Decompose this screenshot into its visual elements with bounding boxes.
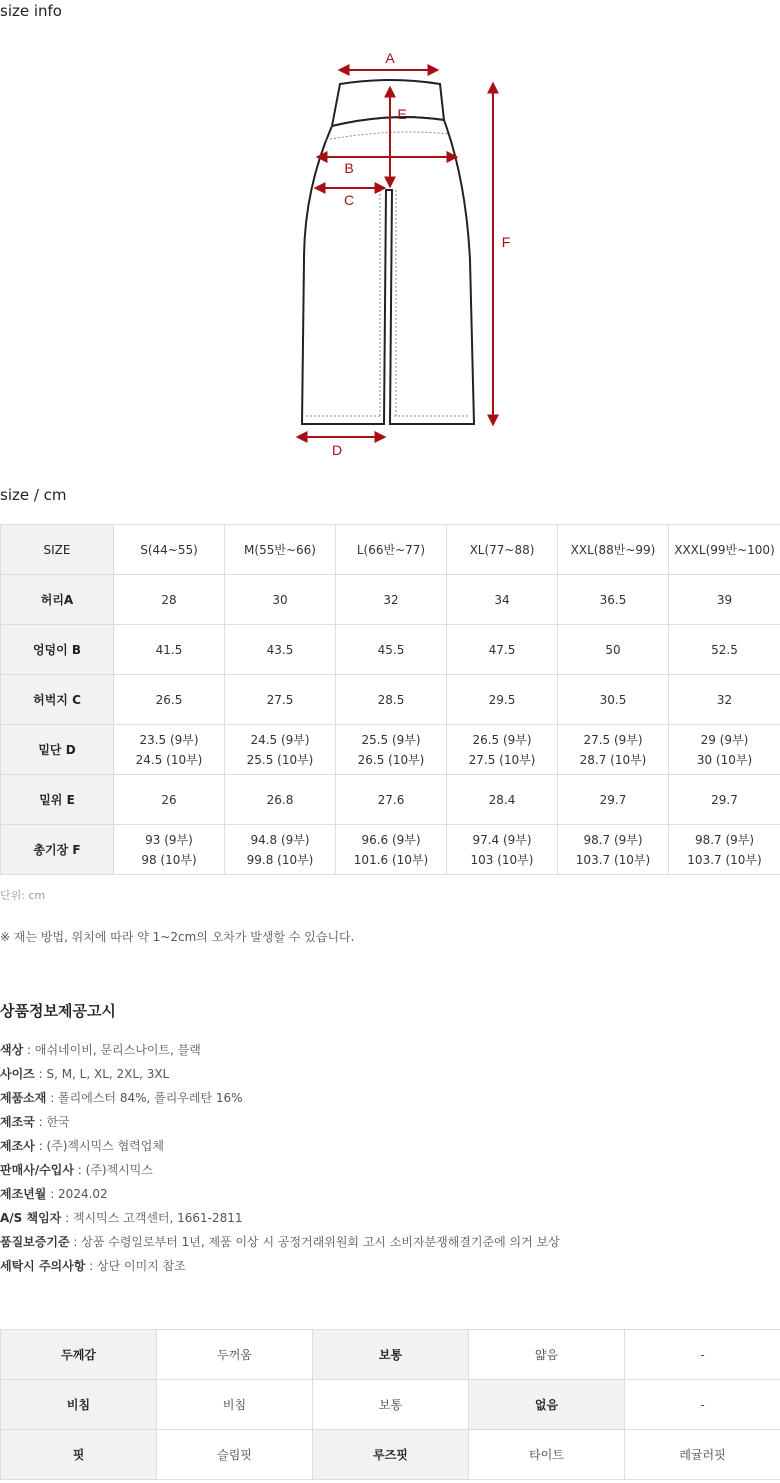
list-item <box>0 1160 560 1184</box>
label-e: E <box>397 106 407 122</box>
attribute-option: - <box>625 1330 780 1380</box>
table-row <box>1 575 780 625</box>
size-cell-line: 26 <box>161 792 177 807</box>
size-cell-line: 103.7 (10부) <box>575 852 651 867</box>
size-column-header: XXXL(99반~100) <box>669 525 780 575</box>
size-cell <box>669 575 780 625</box>
info-value: : S, M, L, XL, 2XL, 3XL <box>34 1067 170 1081</box>
info-value: : (주)젝시믹스 협력업체 <box>34 1139 164 1153</box>
size-cell <box>558 775 669 825</box>
size-cell-line: 24.5 (9부) <box>250 732 310 747</box>
size-cell-line: 103 (10부) <box>470 852 534 867</box>
list-item <box>0 1088 560 1112</box>
size-cell <box>336 675 447 725</box>
size-cell <box>336 725 447 775</box>
info-value: : 폴리에스터 84%, 폴리우레탄 16% <box>46 1091 243 1105</box>
table-row <box>1 725 780 775</box>
size-cell-line: 25.5 (10부) <box>246 752 314 767</box>
info-key: 품질보증기준 <box>0 1235 70 1249</box>
size-cell <box>114 775 225 825</box>
list-item <box>0 1232 560 1256</box>
table-row <box>1 825 780 875</box>
info-key: 판매사/수입사 <box>0 1163 74 1177</box>
info-value: : 2024.02 <box>46 1187 108 1201</box>
size-cell-line: 27.5 (9부) <box>583 732 643 747</box>
size-info-heading: size info <box>0 2 62 20</box>
size-cell <box>336 625 447 675</box>
size-cm-heading: size / cm <box>0 486 67 504</box>
size-cell-line: 30 <box>272 592 288 607</box>
table-row <box>1 1330 780 1380</box>
list-item <box>0 1112 560 1136</box>
size-cell-line: 99.8 (10부) <box>246 852 314 867</box>
info-key: 색상 <box>0 1043 24 1057</box>
size-cell-line: 94.8 (9부) <box>250 832 310 847</box>
info-value: : 상단 이미지 참조 <box>85 1259 186 1273</box>
size-column-header: M(55반~66) <box>225 525 336 575</box>
attribute-option: 보통 <box>313 1380 469 1430</box>
size-cell <box>114 625 225 675</box>
size-cell <box>336 825 447 875</box>
size-cell <box>114 725 225 775</box>
attribute-option: 비침 <box>157 1380 313 1430</box>
size-cell-line: 30 (10부) <box>696 752 753 767</box>
size-cell <box>225 725 336 775</box>
attribute-label: 두께감 <box>1 1330 157 1380</box>
label-a: A <box>385 50 395 66</box>
size-cell <box>447 575 558 625</box>
size-cell-line: 98.7 (9부) <box>583 832 643 847</box>
size-cell <box>558 825 669 875</box>
attribute-option-selected: 루즈핏 <box>313 1430 469 1480</box>
size-cell <box>558 625 669 675</box>
size-cell-line: 32 <box>716 692 733 707</box>
size-cell-line: 30.5 <box>599 692 627 707</box>
attribute-option: 레귤러핏 <box>625 1430 780 1480</box>
size-cell-line: 25.5 (9부) <box>361 732 421 747</box>
unit-note: 단위: cm <box>0 889 46 902</box>
pants-outline <box>302 117 474 424</box>
table-row <box>1 1430 780 1480</box>
info-key: 제조사 <box>0 1139 35 1153</box>
measure-note: ※ 재는 방법, 위치에 따라 약 1~2cm의 오차가 발생할 수 있습니다. <box>0 930 355 944</box>
pants-measurement-diagram <box>280 40 540 470</box>
list-item <box>0 1208 560 1232</box>
size-cell-line: 45.5 <box>377 642 405 657</box>
size-cell-line: 29.7 <box>711 792 738 807</box>
attribute-option-selected: 보통 <box>313 1330 469 1380</box>
attribute-option: - <box>625 1380 780 1430</box>
info-key: A/S 책임자 <box>0 1211 62 1225</box>
size-cell-line: 103.7 (10부) <box>687 852 762 867</box>
info-value: : 한국 <box>34 1115 70 1129</box>
size-cell-line: 26.8 <box>266 792 294 807</box>
attribute-label: 핏 <box>1 1430 157 1480</box>
list-item <box>0 1040 560 1064</box>
size-cell-line: 27.5 <box>266 692 294 707</box>
size-cell-line: 28.5 <box>377 692 405 707</box>
size-column-header: S(44~55) <box>114 525 225 575</box>
size-cell <box>225 625 336 675</box>
size-cell-line: 24.5 (10부) <box>135 752 203 767</box>
size-cell-line: 26.5 (10부) <box>357 752 425 767</box>
info-value: : 상품 수령일로부터 1년, 제품 이상 시 공정거래위원회 고시 소비자분쟁해결기준에 의거 보상 <box>69 1235 560 1249</box>
size-cell-line: 26.5 (9부) <box>472 732 532 747</box>
attribute-label: 비침 <box>1 1380 157 1430</box>
size-cell-line: 27.6 <box>377 792 405 807</box>
size-table-corner: SIZE <box>1 525 114 575</box>
size-column-header: XL(77~88) <box>447 525 558 575</box>
table-row <box>1 775 780 825</box>
info-key: 사이즈 <box>0 1067 35 1081</box>
table-row <box>1 625 780 675</box>
size-cell <box>225 575 336 625</box>
size-cell-line: 28.4 <box>488 792 516 807</box>
size-column-header: XXL(88반~99) <box>558 525 669 575</box>
product-info-list <box>0 1040 560 1280</box>
size-cell <box>447 825 558 875</box>
size-cell-line: 39 <box>716 592 733 607</box>
size-cell-line: 36.5 <box>599 592 627 607</box>
size-cell <box>558 575 669 625</box>
size-cell-line: 41.5 <box>155 642 183 657</box>
list-item <box>0 1184 560 1208</box>
size-cell <box>336 575 447 625</box>
size-cell <box>447 625 558 675</box>
size-cell <box>558 675 669 725</box>
attribute-option: 얇음 <box>469 1330 625 1380</box>
label-c: C <box>343 192 355 208</box>
size-cell-line: 29 (9부) <box>700 732 749 747</box>
info-value: : (주)젝시믹스 <box>73 1163 153 1177</box>
size-cell-line: 29.5 <box>488 692 516 707</box>
size-cell <box>669 775 780 825</box>
size-row-label: 허리A <box>1 575 114 625</box>
info-value: : 젝시믹스 고객센터, 1661-2811 <box>61 1211 243 1225</box>
size-cell-line: 98 (10부) <box>141 852 197 867</box>
info-value: : 애쉬네이비, 문리스나이트, 블랙 <box>23 1043 201 1057</box>
size-cell <box>447 725 558 775</box>
size-cell <box>336 775 447 825</box>
info-key: 제품소재 <box>0 1091 47 1105</box>
list-item <box>0 1256 560 1280</box>
table-row <box>1 675 780 725</box>
size-cell <box>225 775 336 825</box>
list-item <box>0 1136 560 1160</box>
size-cell-line: 28 <box>161 592 177 607</box>
size-cell-line: 27.5 (10부) <box>468 752 536 767</box>
size-cell-line: 43.5 <box>266 642 294 657</box>
size-cell <box>114 575 225 625</box>
size-cell-line: 32 <box>383 592 399 607</box>
label-d: D <box>331 442 343 458</box>
info-key: 제조국 <box>0 1115 35 1129</box>
size-cell-line: 98.7 (9부) <box>694 832 755 847</box>
size-table <box>0 524 780 875</box>
label-b: B <box>344 160 354 176</box>
size-table-header-row <box>1 525 780 575</box>
info-key: 제조년월 <box>0 1187 47 1201</box>
size-row-label: 엉덩이 B <box>1 625 114 675</box>
size-cell <box>669 675 780 725</box>
size-cell <box>447 675 558 725</box>
size-row-label: 밑위 E <box>1 775 114 825</box>
size-cell <box>447 775 558 825</box>
size-cell-line: 52.5 <box>711 642 738 657</box>
size-row-label: 허벅지 C <box>1 675 114 725</box>
size-column-header: L(66반~77) <box>336 525 447 575</box>
size-cell-line: 34 <box>494 592 510 607</box>
size-cell <box>558 725 669 775</box>
size-cell-line: 101.6 (10부) <box>353 852 429 867</box>
size-cell <box>114 825 225 875</box>
size-cell-line: 96.6 (9부) <box>361 832 421 847</box>
size-cell-line: 47.5 <box>488 642 516 657</box>
attribute-option-selected: 없음 <box>469 1380 625 1430</box>
size-cell-line: 28.7 (10부) <box>579 752 647 767</box>
size-cell-line: 23.5 (9부) <box>139 732 199 747</box>
size-cell <box>225 825 336 875</box>
list-item <box>0 1064 560 1088</box>
size-row-label: 밑단 D <box>1 725 114 775</box>
attribute-option: 슬림핏 <box>157 1430 313 1480</box>
size-row-label: 총기장 F <box>1 825 114 875</box>
product-info-heading: 상품정보제공고시 <box>0 1002 116 1020</box>
size-cell <box>225 675 336 725</box>
size-cell <box>669 725 780 775</box>
size-cell-line: 93 (9부) <box>145 832 193 847</box>
size-cell-line: 26.5 <box>155 692 183 707</box>
attribute-option: 두꺼움 <box>157 1330 313 1380</box>
fabric-attribute-table <box>0 1329 780 1480</box>
size-cell-line: 97.4 (9부) <box>472 832 532 847</box>
table-row <box>1 1380 780 1430</box>
size-cell <box>669 625 780 675</box>
size-cell-line: 50 <box>605 642 621 657</box>
size-cell-line: 29.7 <box>599 792 627 807</box>
size-cell <box>669 825 780 875</box>
info-key: 세탁시 주의사항 <box>0 1259 86 1273</box>
attribute-option: 타이트 <box>469 1430 625 1480</box>
size-cell <box>114 675 225 725</box>
label-f: F <box>501 234 511 250</box>
